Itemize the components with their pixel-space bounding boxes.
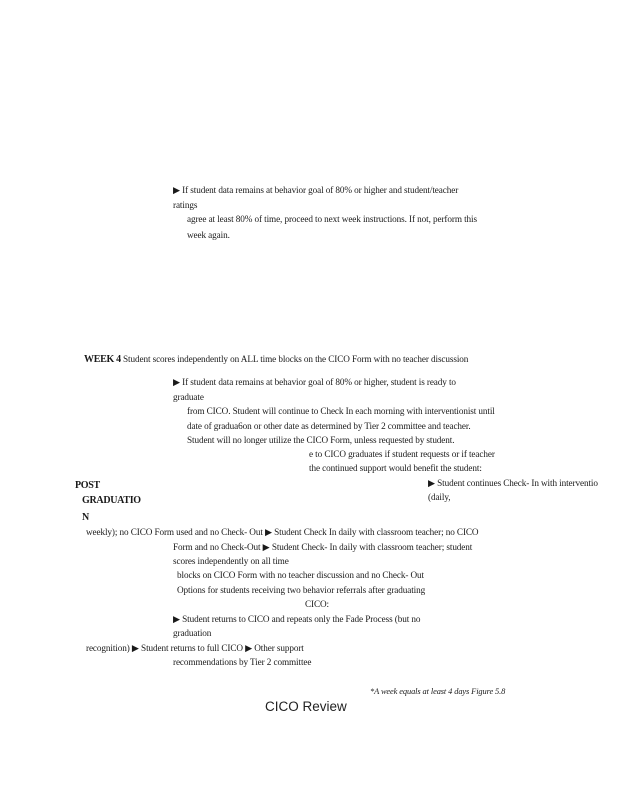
post-graduation-graduation: graduation [173, 628, 212, 638]
block2-line4: date of gradua6on or other date as determined by Tier 2 committee and teacher. [187, 421, 471, 431]
post-graduation-right-2: (daily, [428, 492, 451, 502]
block2-line7: the continued support would benefit the student: [309, 463, 482, 473]
block2-line3: from CICO. Student will continue to Check In each morning with interventionist until [187, 406, 495, 416]
post-graduation-blocks: blocks on CICO Form with no teacher discussion and no Check- Out [177, 570, 424, 580]
week4-label: WEEK 4 [84, 354, 121, 365]
post-graduation-form: Form and no Check-Out ▶ Student Check- In daily with classroom teacher; student [173, 542, 473, 552]
post-graduation-label-2: GRADUATIO [82, 495, 141, 506]
post-graduation-scores: scores independently on all time [173, 556, 289, 566]
block1-line2: ratings [173, 200, 198, 210]
block1-line1: ▶ If student data remains at behavior goal of 80% or higher and student/teacher [173, 185, 459, 195]
week4-text: Student scores independently on ALL time blocks on the CICO Form with no teacher discussion [123, 354, 469, 364]
figure-caption: CICO Review [265, 699, 347, 714]
post-graduation-label-1: POST [75, 480, 100, 491]
block2-line6: e to CICO graduates if student requests or if teacher [309, 449, 495, 459]
block2-line1: ▶ If student data remains at behavior goal of 80% or higher, student is ready to [173, 377, 456, 387]
post-graduation-weekly: weekly); no CICO Form used and no Check- Out ▶ Student Check In daily with classroom teacher; no CICO [86, 527, 479, 537]
block2-line2: graduate [173, 392, 204, 402]
post-graduation-returns: ▶ Student returns to CICO and repeats only the Fade Process (but no [173, 614, 421, 624]
week4-row [84, 354, 468, 365]
post-graduation-cico: CICO: [305, 599, 330, 609]
post-graduation-label-3: N [82, 512, 89, 523]
block2-line5: Student will no longer utilize the CICO Form, unless requested by student. [187, 435, 455, 445]
post-graduation-right-1: ▶ Student continues Check- In with interventio [428, 478, 598, 488]
post-graduation-recommend: recommendations by Tier 2 committee [173, 657, 312, 667]
footnote: *A week equals at least 4 days Figure 5.8 [370, 687, 506, 696]
post-graduation-recognition: recognition) ▶ Student returns to full CICO ▶ Other support [86, 643, 304, 653]
block1-line4: week again. [187, 230, 230, 240]
post-graduation-options: Options for students receiving two behavior referrals after graduating [177, 585, 426, 595]
block1-line3: agree at least 80% of time, proceed to next week instructions. If not, perform this [187, 214, 477, 224]
